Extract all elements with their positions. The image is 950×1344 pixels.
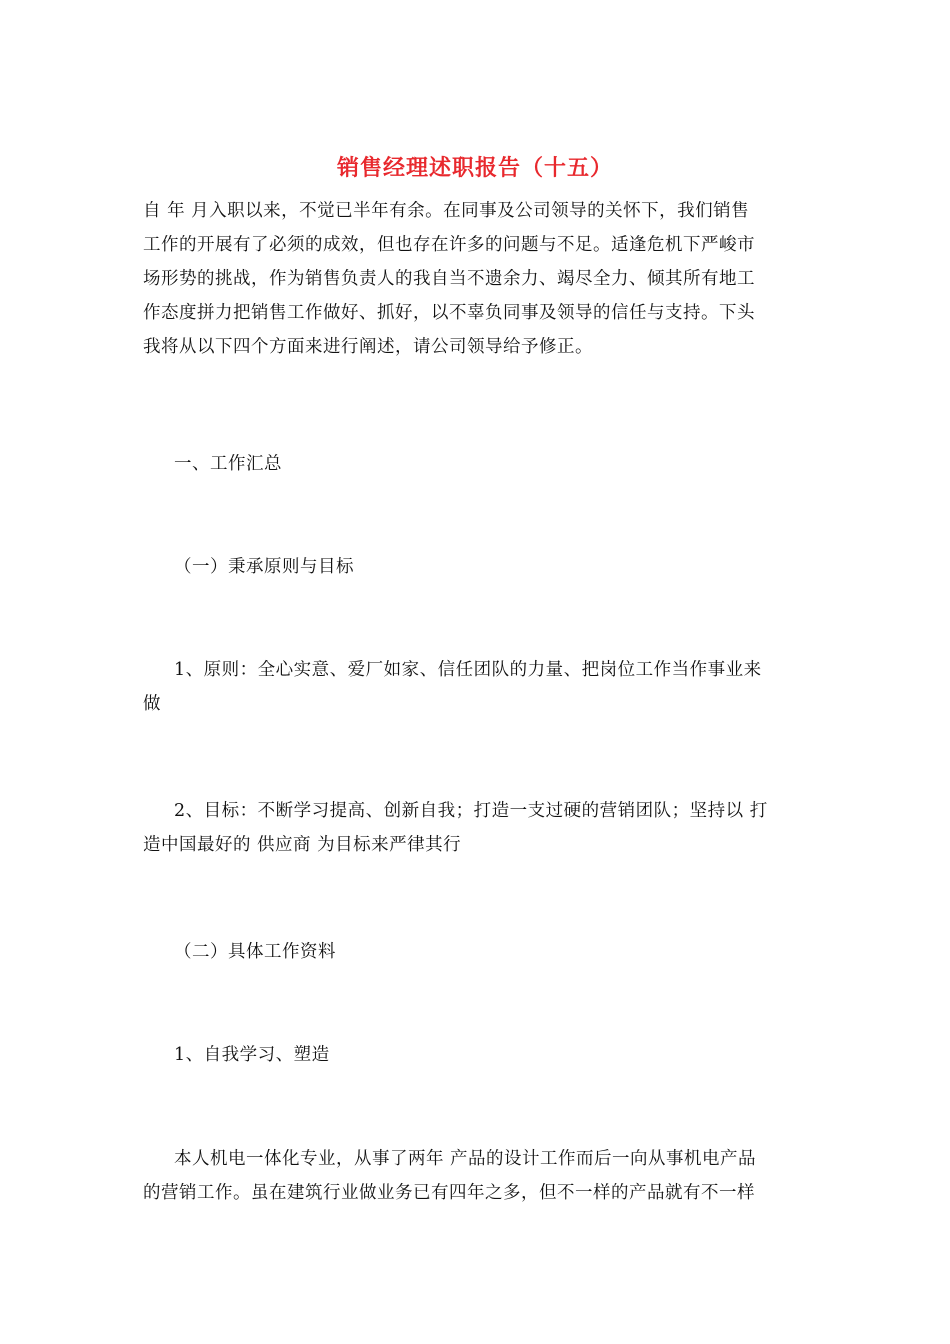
- paragraph-line: 自 年 月入职以来，不觉已半年有余。在同事及公司领导的关怀下，我们销售: [143, 201, 750, 221]
- section-heading-text: 一、工作汇总: [174, 454, 282, 474]
- paragraph-line: 的营销工作。虽在建筑行业做业务已有四年之多，但不一样的产品就有不一样: [143, 1183, 755, 1203]
- subsection-heading: [143, 935, 809, 969]
- paragraph-line: 工作的开展有了必须的成效，但也存在许多的问题与不足。适逢危机下严峻市: [143, 235, 755, 255]
- item-heading: [143, 1038, 809, 1072]
- subsection-heading-text: （一）秉承原则与目标: [174, 557, 354, 577]
- paragraph-line: 2、目标：不断学习提高、创新自我；打造一支过硬的营销团队；坚持以 打: [174, 801, 768, 821]
- section-heading: [143, 447, 809, 481]
- paragraph-line: 本人机电一体化专业，从事了两年 产品的设计工作而后一向从事机电产品: [174, 1149, 757, 1169]
- document-title: 销售经理述职报告（十五）: [336, 155, 613, 181]
- principle-paragraph: [143, 653, 809, 721]
- goal-paragraph: [143, 794, 809, 862]
- paragraph-line: 做: [143, 694, 161, 714]
- paragraph-line: 1、原则：全心实意、爱厂如家、信任团队的力量、把岗位工作当作事业来: [174, 660, 762, 680]
- paragraph-line: 作态度拼力把销售工作做好、抓好，以不辜负同事及领导的信任与支持。下头: [143, 303, 755, 323]
- paragraph-line: 我将从以下四个方面来进行阐述，请公司领导给予修正。: [143, 337, 593, 357]
- item-heading-text: 1、自我学习、塑造: [174, 1045, 330, 1065]
- paragraph-line: 造中国最好的 供应商 为目标来严律其行: [143, 835, 462, 855]
- subsection-heading-text: （二）具体工作资料: [174, 942, 336, 962]
- intro-paragraph: [143, 194, 809, 364]
- body-paragraph: [143, 1142, 809, 1210]
- paragraph-line: 场形势的挑战，作为销售负责人的我自当不遗余力、竭尽全力、倾其所有地工: [143, 269, 755, 289]
- subsection-heading: [143, 550, 809, 584]
